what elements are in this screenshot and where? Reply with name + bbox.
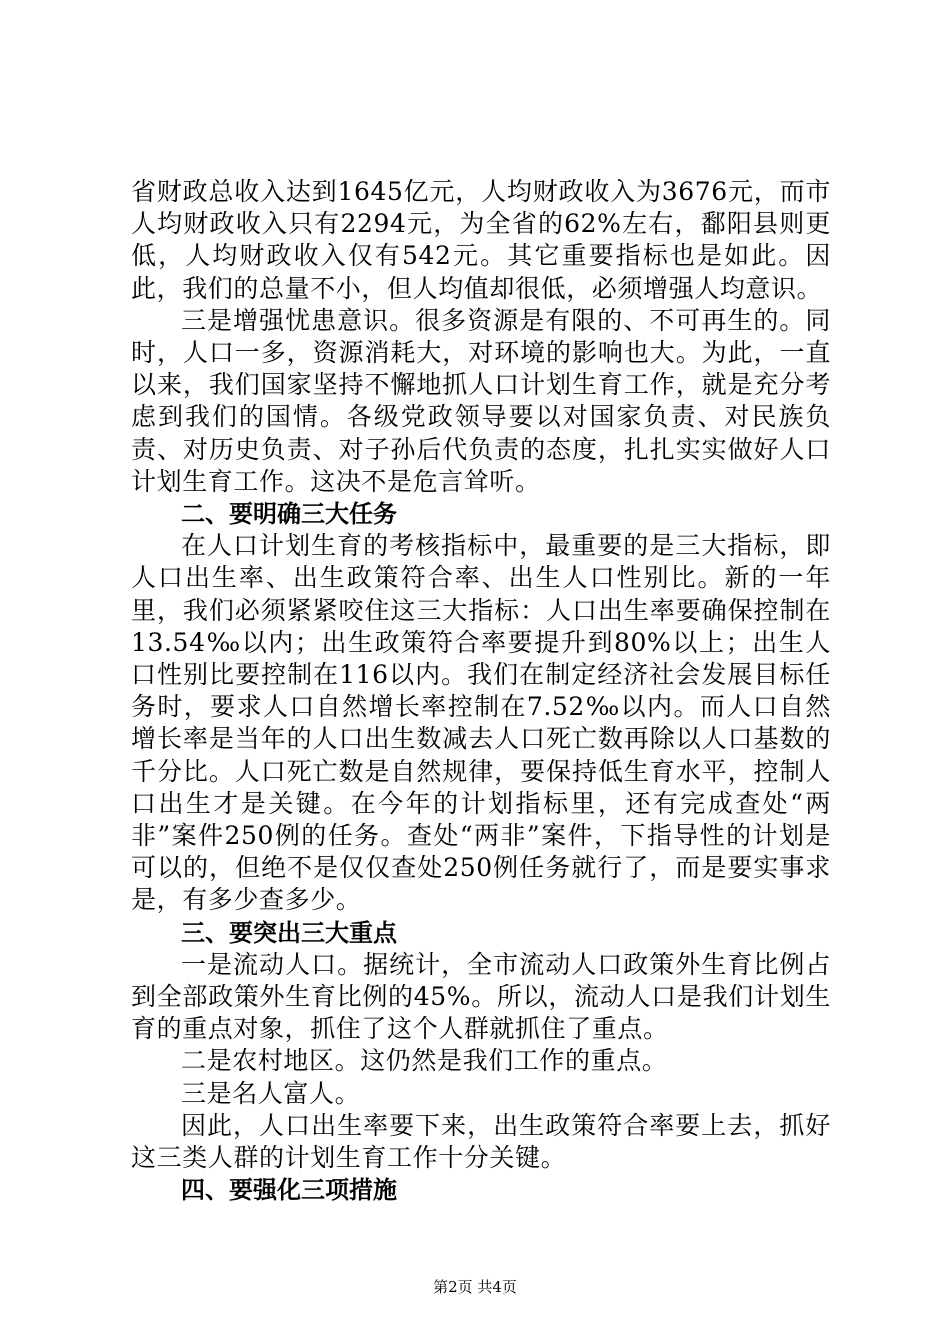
section-heading: 二、要明确三大任务 xyxy=(181,500,397,529)
body-paragraph: 省财政总收入达到1645亿元，人均财政收入为3676元，而市人均财政收入只有2294元，为全省的62%左右，鄱阳县则更低，人均财政收入仅有542元。其它重要指标也是如此。因此，我们的总量不小，但人均值却很低，必须增强人均意识。 xyxy=(131,177,831,303)
body-paragraph: 二是农村地区。这仍然是我们工作的重点。 xyxy=(181,1046,668,1076)
body-paragraph: 在人口计划生育的考核指标中，最重要的是三大指标，即人口出生率、出生政策符合率、出生人口性别比。新的一年里，我们必须紧紧咬住这三大指标：人口出生率要确保控制在13.54‰以内；出生政策符合率要提升到80%以上；出生人口性别比要控制在116以内。我们在制定经济社会发展目标任务时，要求人口自然增长率控制在7.52‰以内。而人口自然增长率是当年的人口出生数减去人口死亡数再除以人口基数的千分比。人口死亡数是自然规律，要保持低生育水平，控制人口出生才是关键。在今年的计划指标里，还有完成查处“两非”案件250例的任务。查处“两非”案件，下指导性的计划是可以的，但绝不是仅仅查处250例任务就行了，而是要实事求是，有多少查多少。 xyxy=(131,531,831,915)
page-number-footer: 第2页 共4页 xyxy=(433,1278,517,1296)
body-paragraph: 三是增强忧患意识。很多资源是有限的、不可再生的。同时，人口一多，资源消耗大，对环境的影响也大。为此，一直以来，我们国家坚持不懈地抓人口计划生育工作，就是充分考虑到我们的国情。各级党政领导要以对国家负责、对民族负责、对历史负责、对子孙后代负责的态度，扎扎实实做好人口计划生育工作。这决不是危言耸听。 xyxy=(131,305,831,496)
section-heading: 三、要突出三大重点 xyxy=(181,918,397,947)
section-heading: 四、要强化三项措施 xyxy=(181,1176,397,1205)
document-body xyxy=(131,176,831,1207)
body-paragraph: 三是名人富人。 xyxy=(181,1078,361,1108)
body-paragraph: 因此，人口出生率要下来，出生政策符合率要上去，抓好这三类人群的计划生育工作十分关键。 xyxy=(131,1110,831,1173)
body-paragraph: 一是流动人口。据统计，全市流动人口政策外生育比例占到全部政策外生育比例的45%。所以，流动人口是我们计划生育的重点对象，抓住了这个人群就抓住了重点。 xyxy=(131,949,831,1044)
